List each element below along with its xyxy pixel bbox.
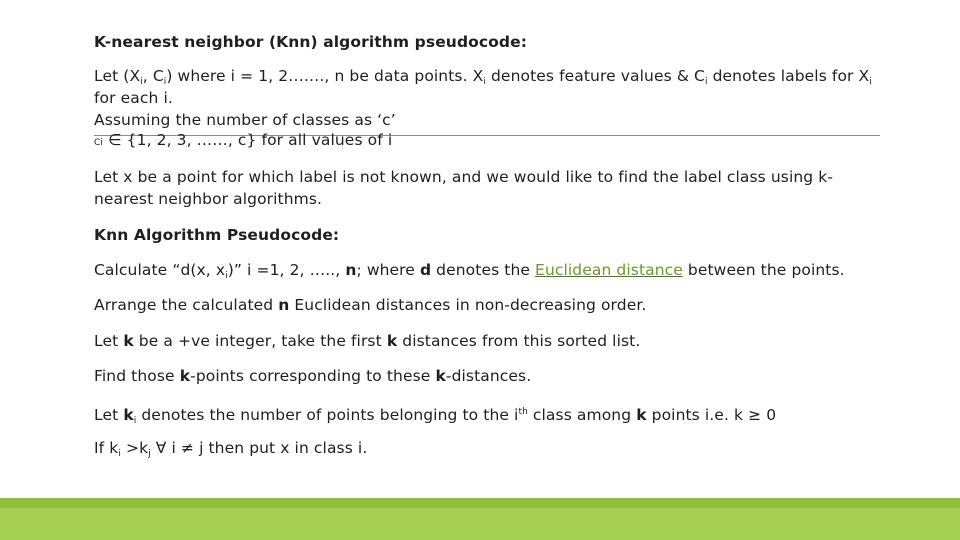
step-4: Find those k-points corresponding to these k-distances. bbox=[94, 367, 532, 385]
step-6: If $k_i >k_j$ ∀ i ≠ j then put x in class i. bbox=[94, 439, 368, 459]
footer-band bbox=[0, 498, 960, 540]
intro-line-2: for each i. bbox=[94, 89, 173, 107]
step-1: Calculate “d(x, $x_i$)” i =1, 2, ….., n; where d denotes the Euclidean distance between the points. bbox=[94, 261, 845, 281]
slide-title: K-nearest neighbor (Knn) algorithm pseudocode: bbox=[94, 33, 528, 51]
unknown-line-2: nearest neighbor algorithms. bbox=[94, 190, 323, 208]
euclidean-distance-link[interactable]: Euclidean distance bbox=[535, 261, 683, 279]
footer-bar-dark bbox=[0, 498, 960, 508]
algorithm-heading: Knn Algorithm Pseudocode: bbox=[94, 226, 340, 244]
unknown-line-1: Let x be a point for which label is not known, and we would like to find the label class using k- bbox=[94, 168, 834, 186]
intro-line-3: Assuming the number of classes as ‘c’ bbox=[94, 111, 396, 129]
step-3: Let k be a +ve integer, take the first k distances from this sorted list. bbox=[94, 332, 641, 350]
intro-line-1: Let ($X_i$, $C_i$) where i = 1, 2……., n be data points. $X_i$ denotes feature values & $C_i$ denotes labels for $X_i$ bbox=[94, 67, 872, 87]
step-2: Arrange the calculated n Euclidean distances in non-decreasing order. bbox=[94, 296, 647, 314]
step-5: Let $k_i$ denotes the number of points belonging to the $i^{th}$ class among k points i.e. k ≥ 0 bbox=[94, 406, 777, 426]
intro-line-4: Ci ∈ {1, 2, 3, ……, c} for all values of i bbox=[94, 131, 393, 149]
footer-bar-light bbox=[0, 508, 960, 540]
